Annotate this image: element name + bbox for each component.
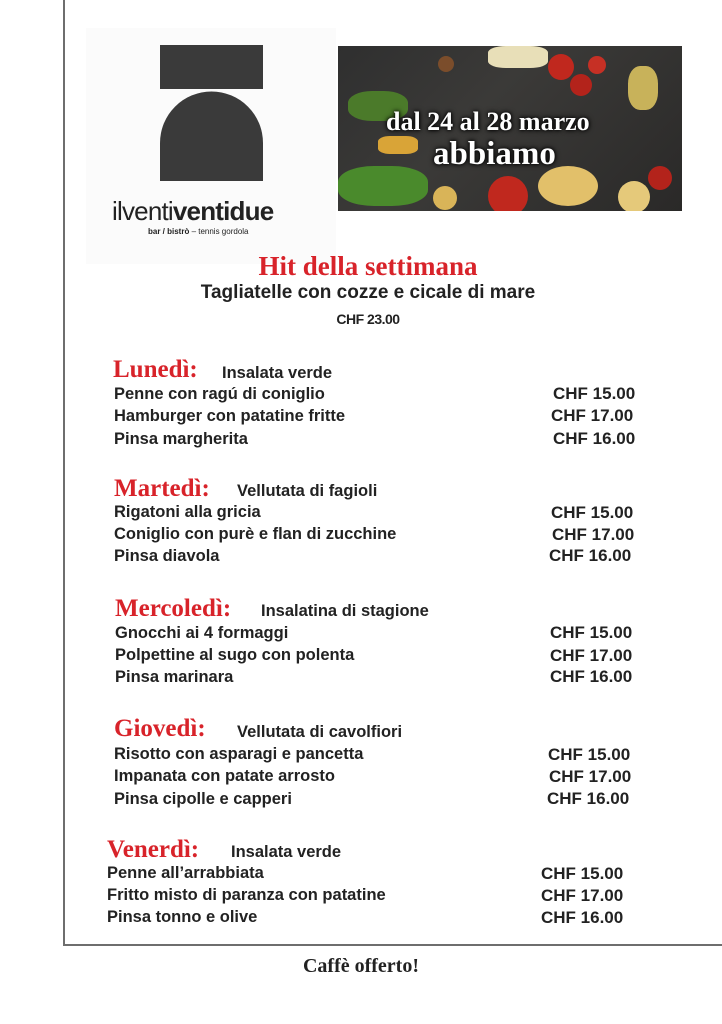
day-starter: Vellutata di cavolfiori [237,723,403,741]
menu-item-price: CHF 16.00 [541,908,624,927]
day-title: Giovedì: [114,715,206,742]
day-title: Mercoledì: [115,595,232,622]
menu-item-price: CHF 17.00 [552,525,635,544]
banner-headline: abbiamo [433,136,556,172]
footer-note: Caffè offerto! [302,955,420,977]
menu-item-price: CHF 15.00 [551,503,634,522]
day-title: Martedì: [114,475,210,502]
menu-item-name: Risotto con asparagi e pancetta [114,745,364,763]
menu-item-name: Pinsa tonno e olive [107,908,258,926]
logo-wordmark: ilventiventidue [112,196,274,226]
day-starter: Insalata verde [222,364,333,382]
menu-item-price: CHF 15.00 [541,864,624,883]
day-title: Lunedì: [113,356,198,383]
menu-item-price: CHF 15.00 [548,745,631,764]
menu-item-price: CHF 16.00 [547,789,630,808]
menu-item-price: CHF 16.00 [549,546,632,565]
day-starter: Insalata verde [231,843,342,861]
menu-item-name: Fritto misto di paranza con patatine [107,886,386,904]
menu-item-name: Penne all’arrabbiata [107,864,264,882]
menu-item-price: CHF 16.00 [553,429,636,448]
day-starter: Vellutata di fagioli [237,482,378,500]
menu-item-price: CHF 17.00 [550,646,633,665]
menu-item-price: CHF 17.00 [541,886,624,905]
hit-dish: Tagliatelle con cozze e cicale di mare [200,282,536,303]
menu-item-price: CHF 15.00 [553,384,636,403]
menu-item-name: Pinsa cipolle e capperi [114,790,292,808]
menu-item-name: Coniglio con purè e flan di zucchine [114,525,397,543]
day-title: Venerdì: [107,836,200,863]
menu-item-name: Gnocchi ai 4 formaggi [115,624,289,642]
logo-tagline: bar / bistrò – tennis gordola [148,227,249,236]
menu-item-price: CHF 17.00 [551,406,634,425]
menu-item-name: Pinsa marinara [115,668,234,686]
menu-item-price: CHF 17.00 [549,767,632,786]
banner-dates: dal 24 al 28 marzo [386,107,590,136]
menu-item-name: Polpettine al sugo con polenta [115,646,355,664]
hit-price: CHF 23.00 [336,311,400,327]
menu-item-name: Impanata con patate arrosto [114,767,335,785]
logo-mark [160,45,263,181]
menu-item-name: Penne con ragú di coniglio [114,385,325,403]
menu-item-name: Pinsa diavola [114,547,220,565]
menu-item-price: CHF 16.00 [550,667,633,686]
day-starter: Insalatina di stagione [261,602,429,620]
menu-item-name: Hamburger con patatine fritte [114,407,346,425]
hit-title: Hit della settimana [258,251,478,281]
menu-item-name: Pinsa margherita [114,430,248,448]
menu-item-price: CHF 15.00 [550,623,633,642]
menu-item-name: Rigatoni alla gricia [114,503,261,521]
